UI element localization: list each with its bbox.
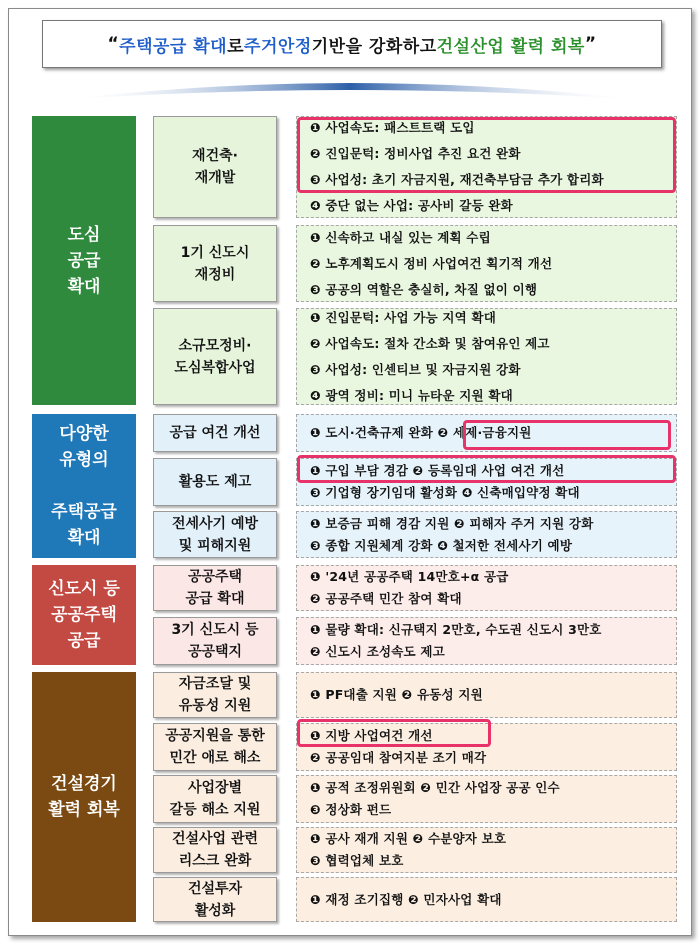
detail-line: ❶ 도시·건축규제 완화 ❷ 세제·금융지원 — [310, 425, 532, 440]
detail-small-scale — [296, 308, 677, 405]
detail-line: ❷ 신도시 조성속도 제고 — [310, 644, 445, 659]
detail-risk-mitigation — [296, 827, 677, 873]
page-title: “ 주택공급 확대 로 주거안정 기반을 강화하고 건설산업 활력 회복 ” — [42, 20, 662, 68]
sub-first-new-town: 1기 신도시 재정비 — [153, 225, 277, 302]
detail-line: ❸ 협력업체 보호 — [310, 853, 404, 868]
detail-line: ❶ 신속하고 내실 있는 계획 수립 — [310, 229, 491, 245]
detail-line: ❷ 공공임대 참여지분 조기 매각 — [310, 750, 487, 765]
sub-jeonse-fraud: 전세사기 예방 및 피해지원 — [153, 511, 277, 558]
detail-line: ❶ PF대출 지원 ❷ 유동성 지원 — [310, 687, 483, 702]
detail-line: ❶ '24년 공공주택 14만호+α 공급 — [310, 569, 509, 584]
sub-construction-investment: 건설투자 활성화 — [153, 877, 277, 922]
detail-line: ❷ 진입문턱: 정비사업 추진 요건 완화 — [310, 146, 521, 161]
sub-public-support: 공공지원을 통한 민간 애로 해소 — [153, 723, 277, 771]
detail-line: ❹ 중단 없는 사업: 공사비 갈등 완화 — [310, 198, 513, 213]
highlight-box — [463, 420, 671, 450]
detail-conflict-resolution — [296, 775, 677, 823]
category-diverse-housing: 다양한 유형의 주택공급 확대 — [32, 414, 136, 558]
sub-public-housing-expansion: 공공주택 공급 확대 — [153, 565, 277, 611]
detail-line: ❸ 사업성: 초기 자금지원, 재건축부담금 추가 합리화 — [310, 172, 604, 187]
detail-first-new-town — [296, 225, 677, 302]
detail-line: ❹ 광역 정비: 미니 뉴타운 지원 확대 — [310, 387, 513, 403]
sub-utilization: 활용도 제고 — [153, 458, 277, 506]
highlight-box — [297, 719, 491, 747]
detail-line: ❷ 노후계획도시 정비 사업여건 획기적 개선 — [310, 255, 553, 271]
detail-line: ❸ 기업형 장기임대 활성화 ❹ 신축매입약정 확대 — [310, 485, 580, 500]
detail-line: ❸ 종합 지원체계 강화 ❹ 철저한 전세사기 예방 — [310, 537, 573, 553]
decorative-arc — [60, 70, 640, 110]
detail-line: ❷ 공공주택 민간 참여 확대 — [310, 591, 462, 606]
title-construction-recovery: 건설산업 활력 회복 — [436, 36, 585, 57]
highlight-box — [297, 117, 676, 193]
category-urban-supply: 도심 공급 확대 — [32, 116, 136, 405]
category-construction-recovery: 건설경기 활력 회복 — [32, 672, 136, 922]
detail-line: ❶ 보증금 피해 경감 지원 ❷ 피해자 주거 지원 강화 — [310, 515, 594, 531]
sub-conflict-resolution: 사업장별 갈등 해소 지원 — [153, 775, 277, 823]
detail-line: ❶ 물량 확대: 신규택지 2만호, 수도권 신도시 3만호 — [310, 622, 602, 637]
sub-funding-liquidity: 자금조달 및 유동성 지원 — [153, 672, 277, 718]
detail-public-housing-expansion — [296, 565, 677, 611]
highlight-box — [297, 455, 676, 483]
detail-line: ❷ 사업속도: 절차 간소화 및 참여유인 제고 — [310, 335, 550, 351]
sub-third-new-town: 3기 신도시 등 공공택지 — [153, 617, 277, 665]
detail-construction-investment — [296, 877, 677, 922]
detail-line: ❶ 진입문턱: 사업 가능 지역 확대 — [310, 309, 497, 325]
detail-line: ❶ 공적 조정위원회 ❷ 민간 사업장 공공 인수 — [310, 780, 560, 795]
detail-line: ❸ 공공의 역할은 충실히, 차질 없이 이행 — [310, 281, 538, 297]
detail-funding-liquidity — [296, 672, 677, 718]
sub-reconstruction: 재건축· 재개발 — [153, 116, 277, 218]
category-public-housing: 신도시 등 공공주택 공급 — [32, 565, 136, 665]
detail-line: ❶ 공사 재개 지원 ❷ 수분양자 보호 — [310, 831, 507, 846]
title-housing-stability: 주거안정 — [244, 36, 312, 57]
detail-third-new-town — [296, 617, 677, 665]
sub-small-scale: 소규모정비· 도심복합사업 — [153, 308, 277, 405]
detail-line: ❶ 사업속도: 패스트트랙 도입 — [310, 120, 475, 135]
detail-line: ❶ 구입 부담 경감 ❷ 등록임대 사업 여건 개선 — [310, 463, 565, 478]
detail-line: ❶ 재정 조기집행 ❷ 민자사업 확대 — [310, 891, 502, 907]
detail-line: ❸ 정상화 펀드 — [310, 802, 392, 817]
detail-line: ❶ 지방 사업여건 개선 — [310, 728, 433, 743]
sub-supply-conditions: 공급 여건 개선 — [153, 414, 277, 452]
detail-line: ❸ 사업성: 인센티브 및 자금지원 강화 — [310, 361, 521, 377]
title-housing-supply: 주택공급 확대 — [119, 36, 228, 57]
detail-jeonse-fraud — [296, 511, 677, 558]
sub-risk-mitigation: 건설사업 관련 리스크 완화 — [153, 827, 277, 873]
